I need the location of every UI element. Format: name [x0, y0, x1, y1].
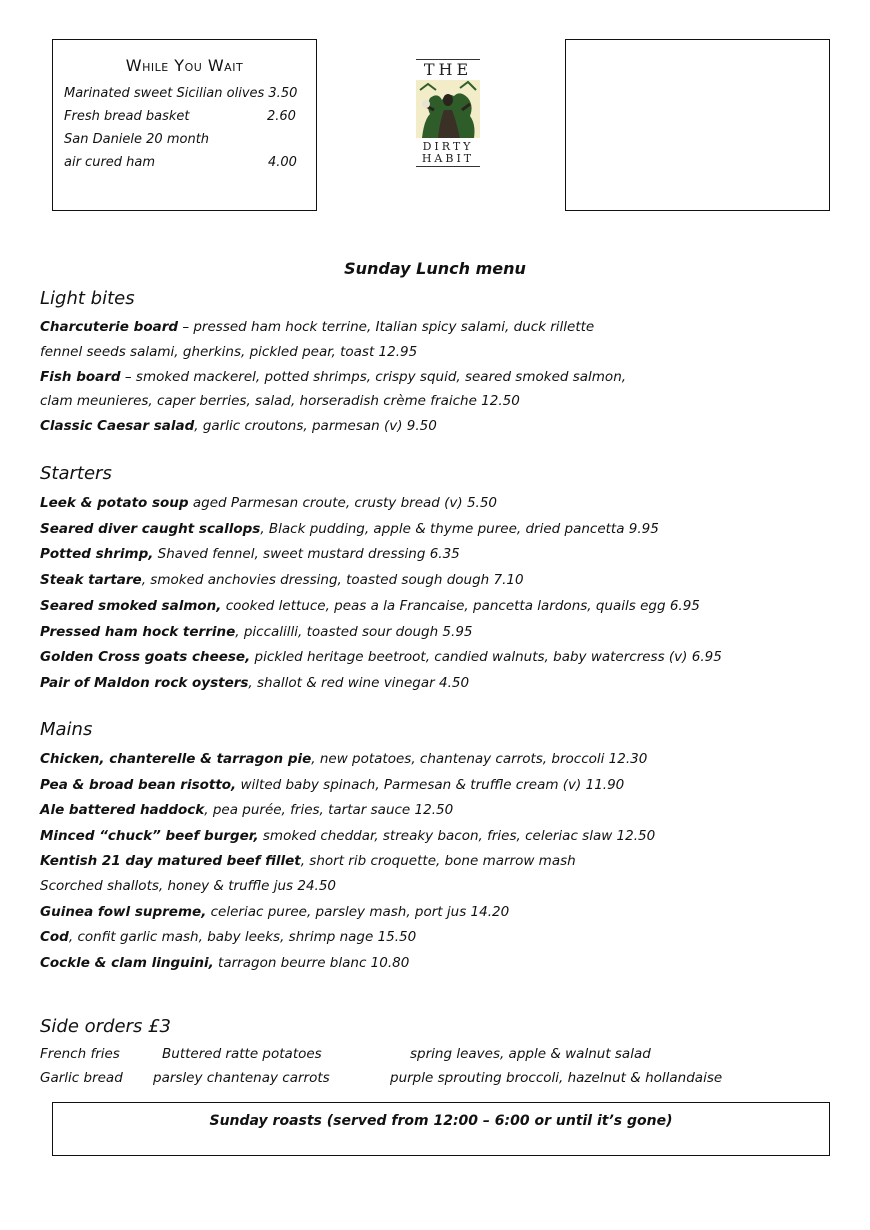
- menu-line: Charcuterie board – pressed ham hock terrine, Italian spicy salami, duck rillette: [40, 319, 595, 335]
- section-heading-sides: Side orders £3: [40, 1016, 171, 1037]
- wait-price: 4.00: [268, 155, 297, 170]
- menu-line: Classic Caesar salad, garlic croutons, parmesan (v) 9.50: [40, 418, 437, 434]
- menu-line: Ale battered haddock, pea purée, fries, tartar sauce 12.50: [40, 802, 454, 818]
- menu-line: Pea & broad bean risotto, wilted baby spinach, Parmesan & truffle cream (v) 11.90: [40, 777, 625, 793]
- menu-line: Fish board – smoked mackerel, potted shrimps, crispy squid, seared smoked salmon,: [40, 369, 627, 385]
- sunday-roasts-text: Sunday roasts (served from 12:00 – 6:00 or until it’s gone): [209, 1113, 673, 1129]
- menu-line: Pressed ham hock terrine, piccalilli, toasted sour dough 5.95: [40, 624, 473, 640]
- side-item: French fries: [40, 1046, 120, 1062]
- menu-line: Guinea fowl supreme, celeriac puree, parsley mash, port jus 14.20: [40, 904, 510, 920]
- logo-text-habit: HABIT: [421, 152, 475, 165]
- dirty-habit-logo: [414, 58, 482, 170]
- sunday-roasts-box: [52, 1102, 830, 1156]
- menu-line: fennel seeds salami, gherkins, pickled pear, toast 12.95: [40, 344, 418, 360]
- wait-item: Fresh bread basket: [64, 109, 190, 124]
- side-item: Garlic bread: [40, 1070, 123, 1086]
- menu-title: Sunday Lunch menu: [344, 259, 526, 278]
- wait-item: air cured ham: [64, 155, 156, 170]
- wait-item: San Daniele 20 month: [64, 132, 210, 147]
- menu-line: Leek & potato soup aged Parmesan croute, crusty bread (v) 5.50: [40, 495, 498, 511]
- menu-line: Pair of Maldon rock oysters, shallot & red wine vinegar 4.50: [40, 675, 470, 691]
- side-item: Buttered ratte potatoes: [162, 1046, 322, 1062]
- section-heading-light-bites: Light bites: [40, 288, 135, 309]
- logo-text-dirty: DIRTY: [422, 140, 474, 153]
- logo-figure-icon: [416, 80, 480, 138]
- menu-line: clam meunieres, caper berries, salad, horseradish crème fraiche 12.50: [40, 393, 520, 409]
- menu-line: Scorched shallots, honey & truffle jus 24.50: [40, 878, 337, 894]
- menu-line: Steak tartare, smoked anchovies dressing, toasted sough dough 7.10: [40, 572, 524, 588]
- menu-line: Golden Cross goats cheese, pickled heritage beetroot, candied walnuts, baby watercress (v) 6.95: [40, 649, 722, 665]
- section-heading-starters: Starters: [40, 463, 112, 484]
- side-item: purple sprouting broccoli, hazelnut & hollandaise: [390, 1070, 723, 1086]
- logo-text-top: THE: [423, 60, 473, 79]
- while-you-wait-title: While You Wait: [125, 56, 244, 75]
- menu-line: Kentish 21 day matured beef fillet, short rib croquette, bone marrow mash: [40, 853, 576, 869]
- wait-item: Marinated sweet Sicilian olives 3.50: [64, 86, 298, 101]
- menu-line: Chicken, chanterelle & tarragon pie, new potatoes, chantenay carrots, broccoli 12.30: [40, 751, 648, 767]
- side-item: parsley chantenay carrots: [153, 1070, 330, 1086]
- blank-box: [565, 39, 830, 211]
- menu-line: Cod, confit garlic mash, baby leeks, shrimp nage 15.50: [40, 929, 417, 945]
- menu-line: Seared smoked salmon, cooked lettuce, peas a la Francaise, pancetta lardons, quails egg 6.95: [40, 598, 700, 614]
- wait-price: 2.60: [267, 109, 296, 124]
- menu-line: Minced “chuck” beef burger, smoked cheddar, streaky bacon, fries, celeriac slaw 12.50: [40, 828, 656, 844]
- menu-line: Potted shrimp, Shaved fennel, sweet mustard dressing 6.35: [40, 546, 460, 562]
- section-heading-mains: Mains: [40, 719, 93, 740]
- while-you-wait-box: [52, 39, 317, 211]
- menu-line: Seared diver caught scallops, Black pudding, apple & thyme puree, dried pancetta 9.95: [40, 521, 659, 537]
- side-item: spring leaves, apple & walnut salad: [410, 1046, 651, 1062]
- menu-line: Cockle & clam linguini, tarragon beurre blanc 10.80: [40, 955, 410, 971]
